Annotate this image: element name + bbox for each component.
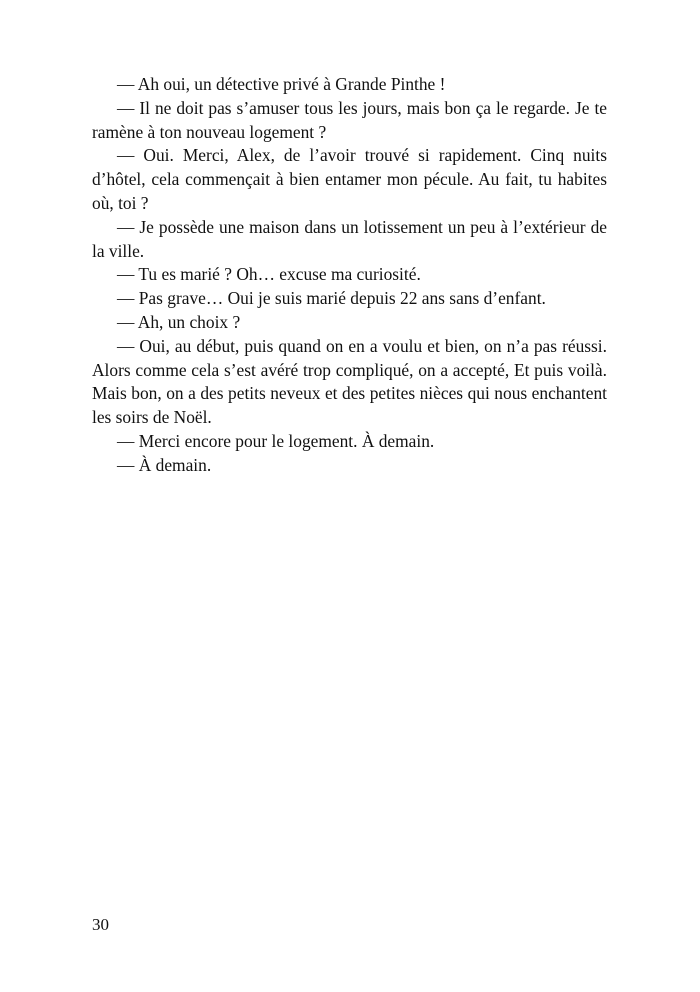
paragraph-1: — Ah oui, un détective privé à Grande Pinthe ! <box>117 74 446 94</box>
paragraph-3: — Oui. Merci, Alex, de l’avoir trouvé si rapidement. Cinq nuits d’hôtel, cela commençait à bien entamer mon pécule. Au fait, tu habites où, toi ? <box>92 145 607 213</box>
paragraph-10: — À demain. <box>117 454 212 475</box>
page-number: 30 <box>92 915 109 934</box>
paragraph-8: — Oui, au début, puis quand on en a voulu et bien, on n’a pas réussi. Alors comme cela s’est avéré trop compliqué, on a accepté, Et puis voilà. Mais bon, on a des petits neveux et des petites nièces qui nous enchantent les soirs de Noël. <box>92 335 607 428</box>
paragraph-5: — Tu es marié ? Oh… excuse ma curiosité. <box>117 264 421 285</box>
paragraph-4: — Je possède une maison dans un lotissement un peu à l’extérieur de la ville. <box>92 216 607 261</box>
paragraph-9: — Merci encore pour le logement. À demain. <box>117 430 435 451</box>
paragraph-2: — Il ne doit pas s’amuser tous les jours, mais bon ça le regarde. Je te ramène à ton nouveau logement ? <box>92 97 607 142</box>
paragraph-7: — Ah, un choix ? <box>117 311 241 332</box>
body-text <box>92 73 607 478</box>
paragraph-6: — Pas grave… Oui je suis marié depuis 22 ans sans d’enfant. <box>117 288 546 309</box>
